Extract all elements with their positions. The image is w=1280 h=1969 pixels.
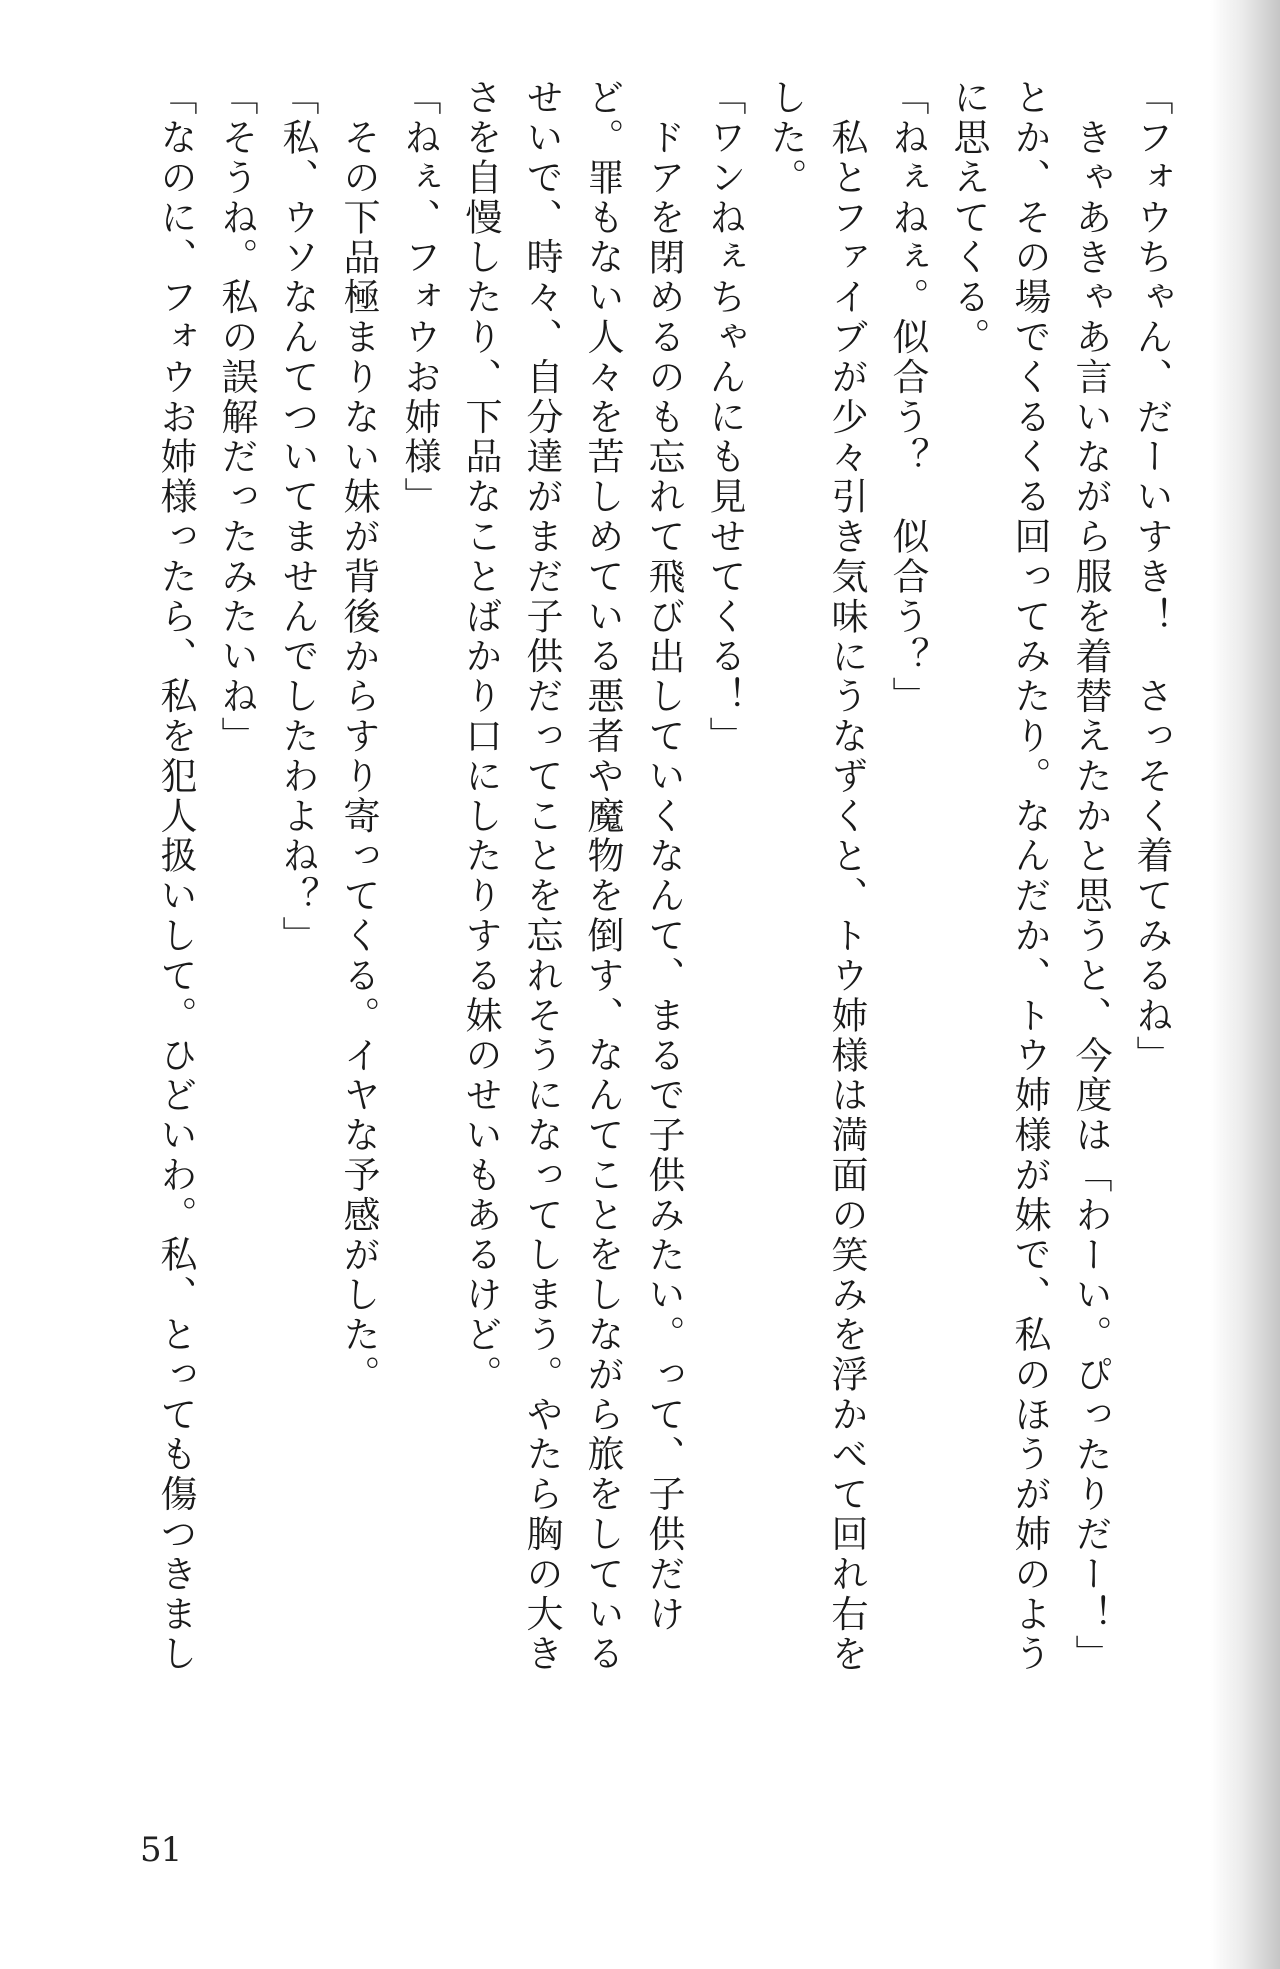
text-line: した。 [764, 78, 807, 198]
text-line: さを自慢したり、下品なことばかり口にしたりする妹のせいもあるけど。 [459, 78, 502, 1395]
text-line: 「フォウちゃん、だーいすき！ さっそく着てみるね」 [1130, 78, 1173, 1076]
text-line: ど。罪もない人々を苦しめている悪者や魔物を倒す、なんてことをしながら旅をしている [581, 78, 624, 1674]
vertical-text-block [151, 78, 1175, 1675]
text-line: とか、その場でくるくる回ってみたり。なんだか、トウ姉様が妹で、私のほうが姉のよう [1008, 78, 1051, 1674]
page-gutter-shadow [1210, 0, 1280, 1969]
text-line: 「私、ウソなんてついてませんでしたわよね？」 [276, 78, 319, 956]
text-line: せいで、時々、自分達がまだ子供だってことを忘れそうになってしまう。やたら胸の大き [520, 78, 563, 1674]
text-line: きゃあきゃあ言いながら服を着替えたかと思うと、今度は「わーい。ぴったりだー！」 [1069, 118, 1112, 1675]
text-line: 「ワンねぇちゃんにも見せてくる！」 [703, 78, 746, 757]
text-line: 「ねぇ、フォウお姉様」 [398, 78, 441, 517]
text-line: その下品極まりない妹が背後からすり寄ってくる。イヤな予感がした。 [337, 118, 380, 1395]
text-line: に思えてくる。 [947, 78, 990, 358]
text-line: 私とファイブが少々引き気味にうなずくと、トウ姉様は満面の笑みを浮かべて回れ右を [825, 118, 868, 1675]
text-line: ドアを閉めるのも忘れて飛び出していくなんて、まるで子供みたい。って、子供だけ [642, 118, 685, 1635]
text-line: 「そうね。私の誤解だったみたいね」 [215, 78, 258, 757]
text-line: 「なのに、フォウお姉様ったら、私を犯人扱いして。ひどいわ。私、とっても傷つきまし [154, 78, 197, 1674]
text-line: 「ねぇねぇ。似合う？ 似合う？」 [886, 78, 929, 717]
page-number: 51 [140, 1830, 182, 1870]
